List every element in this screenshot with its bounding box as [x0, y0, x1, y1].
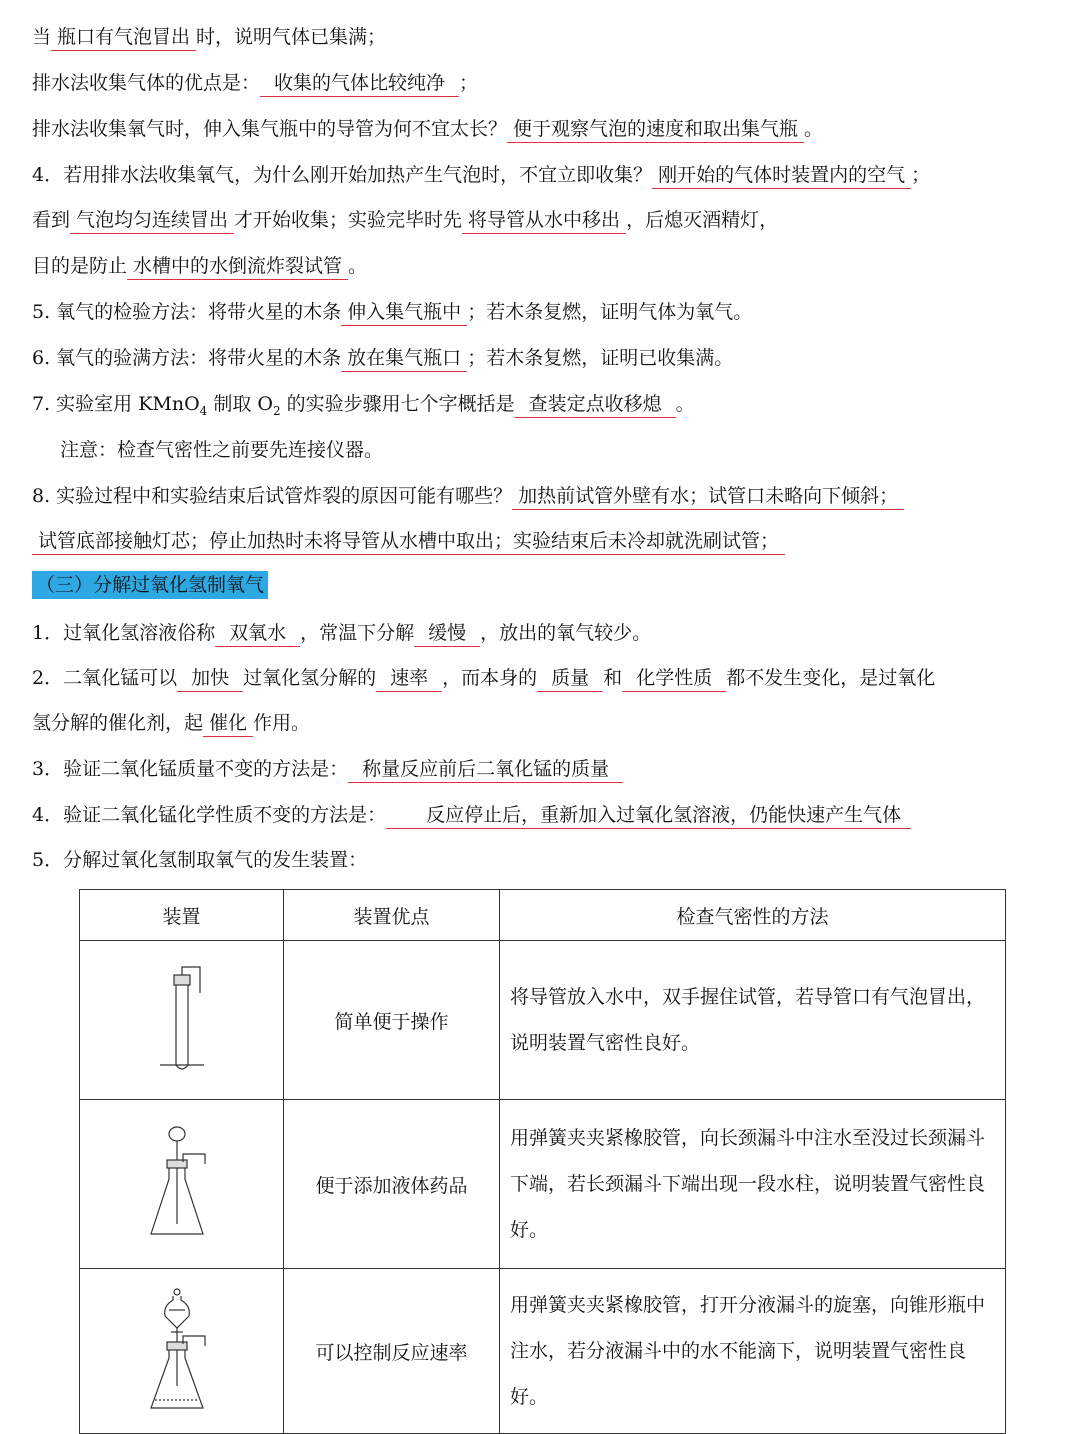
answer-blank: 反应停止后，重新加入过氧化氢溶液，仍能快速产生气体 — [386, 802, 911, 829]
answer-blank: 瓶口有气泡冒出 — [51, 24, 196, 51]
answer-blank: 将导管从水中移出 — [462, 207, 626, 234]
apparatus-cell — [80, 941, 284, 1100]
apparatus-cell — [80, 1269, 284, 1434]
answer-blank: 水槽中的水倒流炸裂试管 — [127, 253, 348, 280]
apparatus-cell — [80, 1100, 284, 1269]
answer-blank: 速率 — [376, 665, 442, 692]
answer-blank: 称量反应前后二氧化锰的质量 — [348, 756, 623, 783]
answer-blank: 放在集气瓶口 — [341, 345, 467, 372]
answer-blank: 试管底部接触灯芯；停止加热时未将导管从水槽中取出；实验结束后未冷却就洗刷试管； — [32, 528, 785, 555]
item-3: 3．验证二氧化锰质量不变的方法是： 称量反应前后二氧化锰的质量 — [32, 754, 1060, 784]
table-row — [80, 941, 1006, 1100]
answer-blank: 查装定点收移熄 — [515, 391, 676, 418]
method-cell: 用弹簧夹夹紧橡胶管，向长颈漏斗中注水至没过长颈漏斗下端，若长颈漏斗下端出现一段水柱，说明装置气密性良好。 — [500, 1100, 1006, 1269]
answer-blank: 便于观察气泡的速度和取出集气瓶 — [507, 116, 804, 143]
table-row — [80, 1100, 1006, 1269]
line-tube-length: 排水法收集氧气时，伸入集气瓶中的导管为何不宜太长？ 便于观察气泡的速度和取出集气瓶 。 — [32, 114, 1060, 144]
line-question-7: 7. 实验室用 KMnO$_4$ 制取 $O_2$ 的实验步骤用七个字概括是 查装定点收移熄 。 — [32, 393, 695, 418]
table-header-row — [80, 890, 1006, 941]
separatory-funnel-flask-icon — [147, 1286, 217, 1416]
apparatus-table — [79, 889, 1006, 1434]
answer-blank: 刚开始的气体时装置内的空气 — [652, 162, 911, 189]
line-question-4: 4．若用排水法收集氧气，为什么刚开始加热产生气泡时，不宜立即收集？ 刚开始的气体时装置内的空气 ； — [32, 160, 1060, 190]
answer-blank: 气泡均匀连续冒出 — [70, 207, 234, 234]
item-4: 4．验证二氧化锰化学性质不变的方法是： 反应停止后，重新加入过氧化氢溶液，仍能快速产生气体 — [32, 800, 1060, 830]
long-neck-funnel-flask-icon — [147, 1124, 217, 1244]
item-2-cont: 氢分解的催化剂，起 催化 作用。 — [32, 708, 1060, 738]
answer-blank: 质量 — [537, 665, 603, 692]
item-5: 5．分解过氧化氢制取氧气的发生装置： — [32, 849, 368, 871]
answer-blank: 缓慢 — [414, 620, 480, 647]
answer-blank: 催化 — [203, 710, 253, 737]
line-question-8: 8. 实验过程中和实验结束后试管炸裂的原因可能有哪些？ 加热前试管外壁有水；试管口未略向下倾斜； — [32, 481, 1060, 511]
answer-blank: 双氧水 — [215, 620, 300, 647]
line-question-5: 5. 氧气的检验方法：将带火星的木条 伸入集气瓶中 ；若木条复燃，证明气体为氧气。 — [32, 297, 1060, 327]
item-1: 1．过氧化氢溶液俗称 双氧水 ，常温下分解 缓慢 ，放出的氧气较少。 — [32, 618, 1060, 648]
answer-blank: 收集的气体比较纯净 — [260, 70, 459, 97]
line-question-8-cont — [32, 526, 1060, 556]
table-header: 检查气密性的方法 — [500, 890, 1006, 941]
item-2: 2．二氧化锰可以 加快 过氧化氢分解的 速率 ，而本身的 质量 和 化学性质 都不发生变化，是过氧化 — [32, 663, 1060, 693]
advantage-cell: 可以控制反应速率 — [284, 1269, 500, 1434]
test-tube-apparatus-icon — [152, 965, 212, 1075]
section-heading: （三）分解过氧化氢制氧气 — [32, 571, 268, 599]
table-row — [80, 1269, 1006, 1434]
line-gas-full: 当 瓶口有气泡冒出 时，说明气体已集满； — [32, 22, 1060, 52]
line-question-6: 6. 氧气的验满方法：将带火星的木条 放在集气瓶口 ；若木条复燃，证明已收集满。 — [32, 343, 1060, 373]
line-purpose: 目的是防止 水槽中的水倒流炸裂试管 。 — [32, 251, 1060, 281]
line-start-collect: 看到 气泡均匀连续冒出 才开始收集；实验完毕时先 将导管从水中移出 ，后熄灭酒精灯， — [32, 205, 1060, 235]
advantage-cell: 简单便于操作 — [284, 941, 500, 1100]
line-water-method-advantage: 排水法收集气体的优点是： 收集的气体比较纯净 ； — [32, 68, 1060, 98]
method-cell: 将导管放入水中，双手握住试管，若导管口有气泡冒出，说明装置气密性良好。 — [500, 941, 1006, 1100]
table-header: 装置 — [80, 890, 284, 941]
answer-blank: 伸入集气瓶中 — [341, 299, 467, 326]
answer-blank: 加热前试管外壁有水；试管口未略向下倾斜； — [512, 483, 904, 510]
answer-blank: 化学性质 — [622, 665, 726, 692]
advantage-cell: 便于添加液体药品 — [284, 1100, 500, 1269]
table-header: 装置优点 — [284, 890, 500, 941]
answer-blank: 加快 — [177, 665, 243, 692]
method-cell: 用弹簧夹夹紧橡胶管，打开分液漏斗的旋塞，向锥形瓶中注水，若分液漏斗中的水不能滴下，说明装置气密性良好。 — [500, 1269, 1006, 1434]
line-note: 注意：检查气密性之前要先连接仪器。 — [60, 439, 384, 461]
